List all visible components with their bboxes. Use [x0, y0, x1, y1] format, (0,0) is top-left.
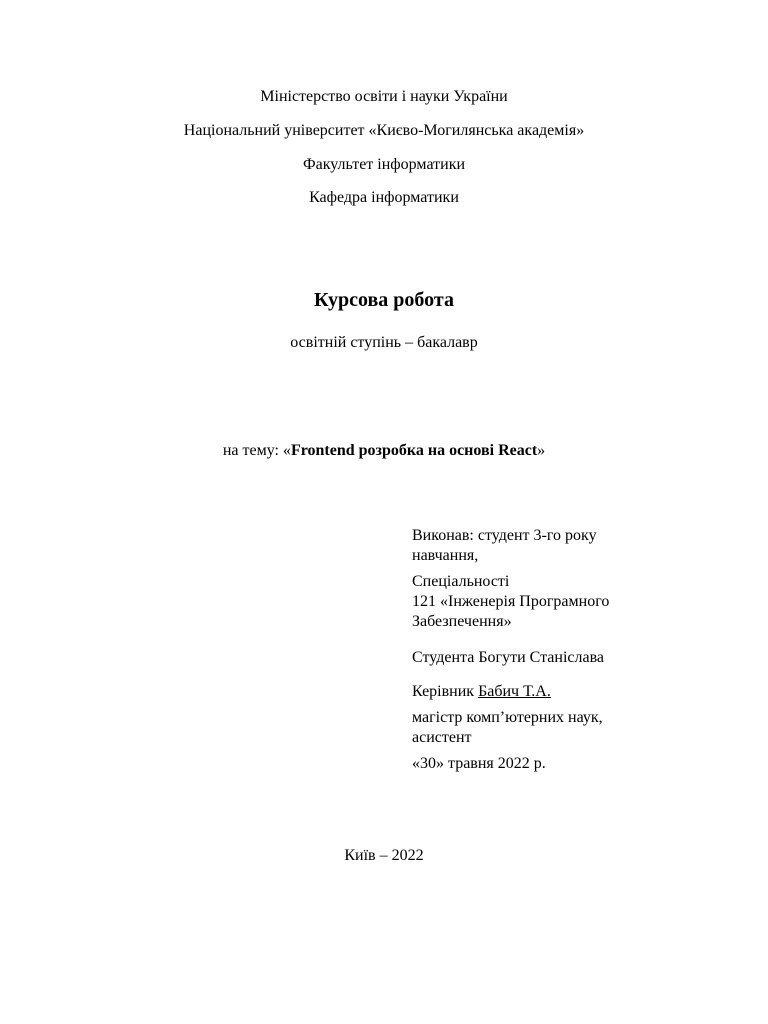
topic-suffix: » — [537, 442, 546, 459]
document-title: Курсова робота — [314, 289, 454, 311]
degree-line: освітній ступінь – бакалавр — [290, 334, 478, 351]
author-block — [412, 526, 662, 774]
department-name: Кафедра інформатики — [309, 189, 459, 206]
city-year: Київ – 2022 — [344, 847, 424, 864]
specialty-value: 121 «Інженерія Програмного Забезпечення» — [412, 593, 610, 630]
student-name: Студента Богути Станіслава — [412, 649, 605, 666]
faculty-name: Факультет інформатики — [302, 156, 466, 173]
supervisor-label: Керівник — [412, 683, 479, 700]
specialty-label: Спеціальності — [412, 573, 510, 590]
completed-by: Виконав: студент 3-го року навчання, — [412, 527, 597, 564]
supervisor-title: магістр комп’ютерних наук, асистент — [412, 709, 603, 746]
signing-date: «30» травня 2022 р. — [412, 755, 546, 772]
topic-name: Frontend розробка на основі React — [290, 442, 538, 459]
ministry-name: Міністерство освіти і науки України — [260, 88, 508, 105]
topic-prefix: на тему: « — [222, 442, 291, 459]
supervisor-line — [412, 682, 662, 702]
supervisor-name: Бабич Т.А. — [478, 683, 551, 700]
topic-line — [0, 441, 768, 461]
university-name: Національний університет «Києво-Могилянська академія» — [183, 122, 585, 139]
